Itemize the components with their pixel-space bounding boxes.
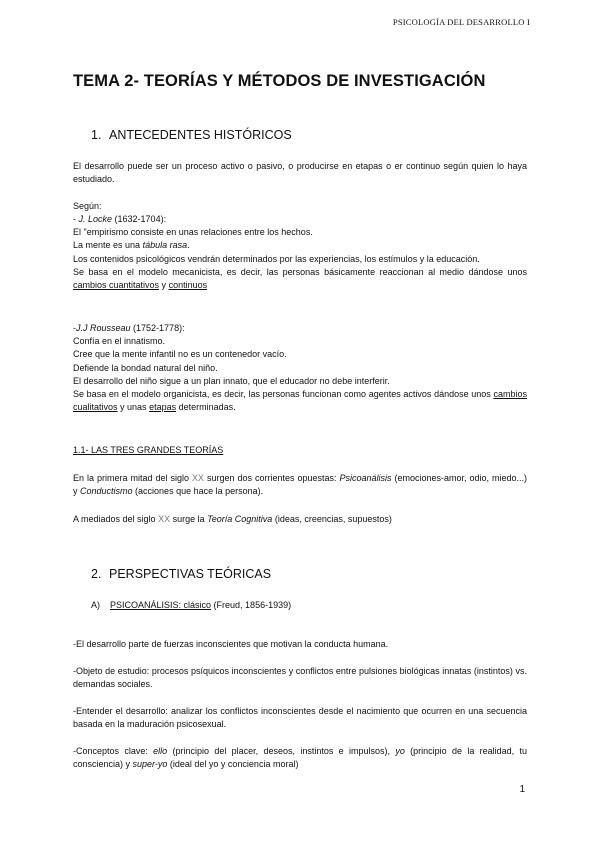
locke-paragraph-1: Los contenidos psicológicos vendrán determinados por las experiencias, los estímulos y la educación. (73, 253, 480, 264)
section-2-number: 2. (91, 567, 102, 581)
subsection-1-1-paragraph-2: A mediados del siglo XX surge la Teoría Cognitiva (ideas, creencias, supuestos) (73, 514, 392, 524)
segun-label: Según: (73, 201, 102, 211)
locke-line-2: La mente es una tábula rasa. (73, 240, 190, 251)
subsection-a-heading (91, 600, 291, 610)
section-1-heading (91, 128, 292, 142)
locke-name: J. Locke (78, 214, 113, 224)
section-2-paragraph-2: -Objeto de estudio: procesos psíquicos inconscientes y conflictos entre pulsiones biológicas innatas (instintos) vs. demandas sociales. (73, 666, 527, 690)
section-2-paragraph-3: -Entender el desarrollo: analizar los conflictos inconscientes desde el nacimiento que ocurren en una secuencia basada en la maduración psicosexual. (73, 706, 527, 730)
section-1-title: ANTECEDENTES HISTÓRICOS (109, 128, 292, 142)
rousseau-name: J.J Rousseau (76, 323, 131, 333)
subsection-1-1-heading: 1.1- LAS TRES GRANDES TEORÍAS (73, 445, 224, 455)
section-2-paragraph-4: -Conceptos clave: ello (principio del placer, deseos, instintos e impulsos), yo (principio de la realidad, tu consciencia) y super-yo (ideal del yo y conciencia moral) (73, 746, 527, 770)
rousseau-line-1: Confía en el innatismo. (73, 336, 166, 347)
rousseau-heading: -J.J Rousseau (1752-1778): (73, 323, 185, 333)
subsection-a-label: PSICOANÁLISIS: clásico (110, 600, 212, 610)
locke-block (73, 213, 527, 292)
section-1-intro: El desarrollo puede ser un proceso activo o pasivo, o producirse en etapas o er continuo según quien lo haya estudiado. (73, 161, 527, 185)
section-2-title: PERSPECTIVAS TEÓRICAS (109, 567, 272, 581)
locke-heading: - J. Locke (1632-1704): (73, 214, 167, 224)
subsection-1-1-paragraph-1: En la primera mitad del siglo XX surgen dos corrientes opuestas: Psicoanálisis (emociones-amor, odio, miedo...) y Conductismo (acciones que hace la persona). (73, 473, 528, 497)
page-title: TEMA 2- TEORÍAS Y MÉTODOS DE INVESTIGACIÓN (73, 72, 486, 90)
running-header: PSICOLOGÍA DEL DESARROLLO I (392, 17, 530, 27)
section-2-heading (91, 567, 271, 581)
rousseau-line-2: Cree que la mente infantil no es un contenedor vacío. (73, 349, 287, 360)
page-number: 1 (519, 784, 525, 795)
section-2-paragraph-1: -El desarrollo parte de fuerzas inconscientes que motivan la conducta humana. (73, 639, 389, 649)
locke-line-1: El "empirismo consiste en unas relaciones entre los hechos. (73, 227, 313, 238)
section-1-number: 1. (91, 128, 102, 142)
locke-paragraph-2: Se basa en el modelo mecanicista, es decir, las personas básicamente reaccionan al medio dándose unos cambios cuantitativos y continuos (73, 266, 527, 291)
rousseau-block (73, 322, 527, 414)
rousseau-line-4: El desarrollo del niño sigue a un plan innato, que el educador no debe interferir. (73, 375, 390, 386)
rousseau-line-3: Defiende la bondad natural del niño. (73, 362, 218, 373)
subsection-a-letter: A) (91, 600, 100, 610)
subsection-a-meta: (Freud, 1856-1939) (211, 600, 292, 610)
rousseau-paragraph-5: Se basa en el modelo organicista, es decir, las personas funcionan como agentes activos dándose unos cambios cualitativos y unas etapas determinadas. (73, 389, 527, 413)
